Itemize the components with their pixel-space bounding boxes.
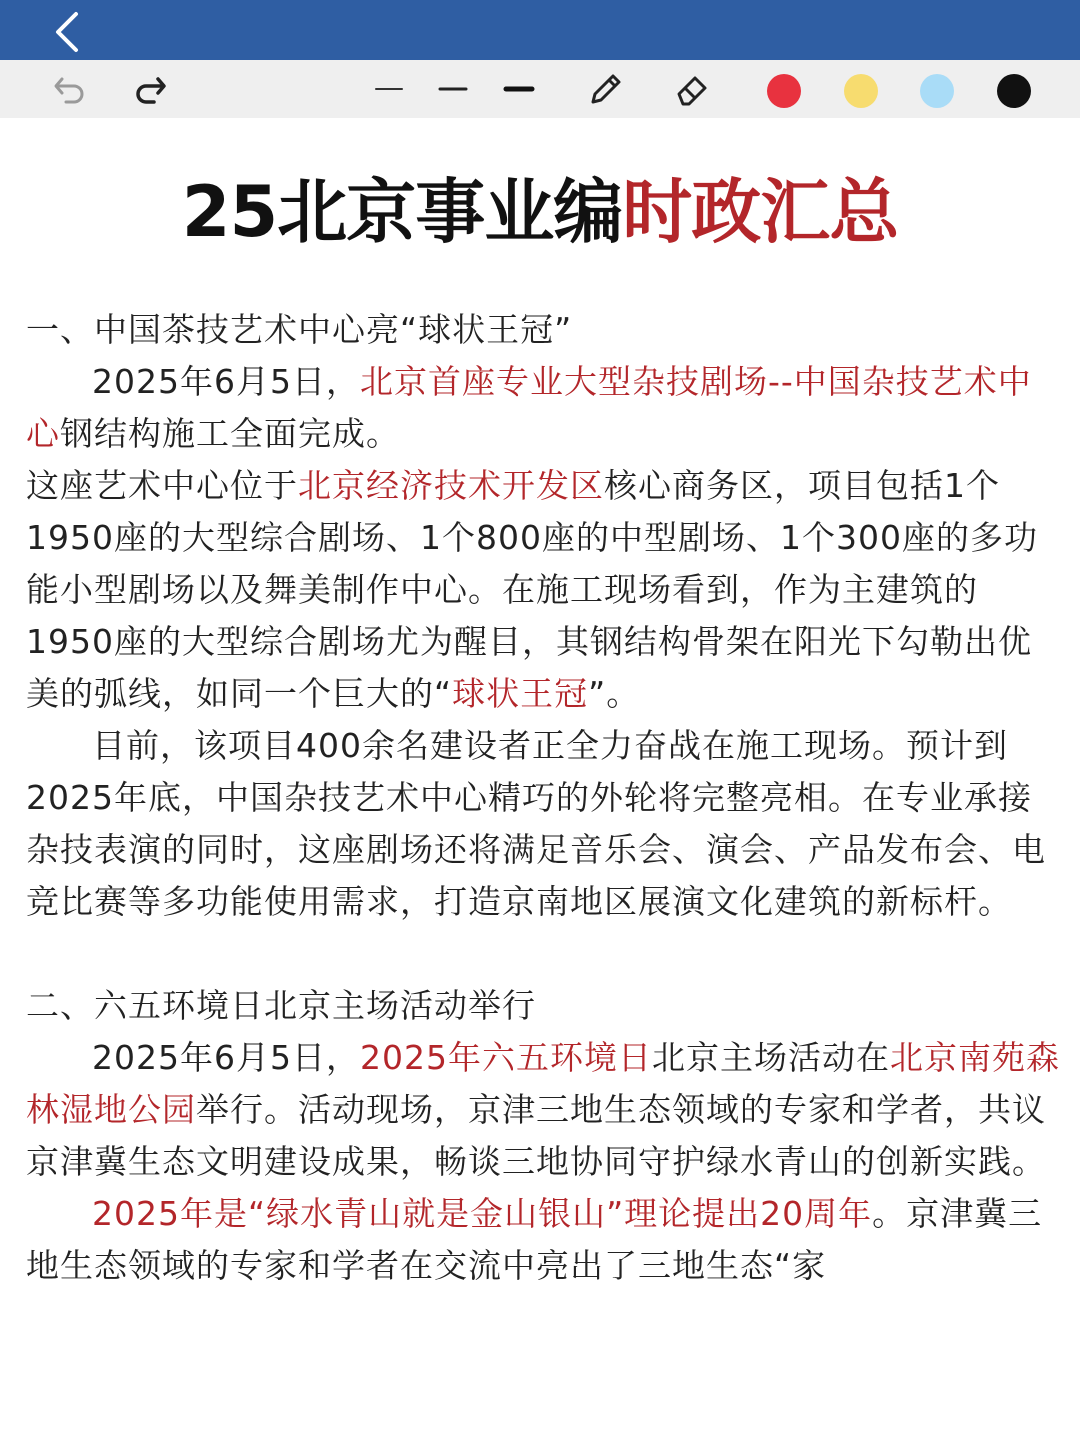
thick-line-icon bbox=[498, 69, 538, 109]
annotation-toolbar bbox=[0, 60, 1080, 118]
pencil-button[interactable] bbox=[582, 68, 630, 110]
section-2-paragraph-1 bbox=[26, 1032, 1060, 1188]
s2p1-tail: 举行。活动现场，京津三地生态领域的专家和学者，共议京津冀生态文明建设成果，畅谈三地协同守护绿水青山的创新实践。 bbox=[26, 1090, 1046, 1181]
section-1-paragraph-1 bbox=[26, 356, 1060, 460]
redo-button[interactable] bbox=[126, 68, 174, 110]
thin-line-icon bbox=[368, 69, 408, 109]
s2p1-highlight-event: 2025年六五环境日 bbox=[359, 1038, 652, 1077]
section-2-paragraph-2 bbox=[26, 1188, 1060, 1292]
document-page bbox=[0, 118, 1080, 1440]
s1p2-lead: 这座艺术中心位于 bbox=[26, 466, 298, 505]
section-1-paragraph-3: 目前，该项目400余名建设者正全力奋战在施工现场。预计到2025年底，中国杂技艺术中心精巧的外轮将完整亮相。在专业承接杂技表演的同时，这座剧场还将满足音乐会、演会、产品发布会、电竞比赛等多功能使用需求，打造京南地区展演文化建筑的新标杆。 bbox=[26, 726, 1046, 921]
s2p1-highlight-park: 北京南苑森林湿地公园 bbox=[26, 1038, 1060, 1129]
section-spacer bbox=[26, 928, 1060, 980]
s1p1-date: 2025年6月5日， bbox=[92, 362, 360, 401]
section-1-paragraph-2 bbox=[26, 460, 1060, 720]
eraser-button[interactable] bbox=[668, 68, 716, 110]
thin-line-button[interactable] bbox=[364, 68, 412, 110]
document-body bbox=[26, 304, 1060, 1292]
blue-color-swatch[interactable] bbox=[920, 74, 954, 108]
thick-line-button[interactable] bbox=[494, 68, 542, 110]
s1p1-highlight: 北京首座专业大型杂技剧场--中国杂技艺术中心 bbox=[26, 362, 1032, 453]
chevron-left-icon bbox=[44, 8, 92, 56]
s2p2-tail: 。京津冀三地生态领域的专家和学者在交流中亮出了三地生态“家 bbox=[26, 1194, 1043, 1285]
s1p2-highlight-location: 北京经济技术开发区 bbox=[298, 466, 604, 505]
s2p1-mid: 北京主场活动在 bbox=[651, 1038, 890, 1077]
back-button[interactable] bbox=[44, 8, 92, 56]
s1p1-tail: 钢结构施工全面完成。 bbox=[60, 414, 400, 453]
section-1-heading: 一、中国茶技艺术中心亮“球状王冠” bbox=[26, 310, 573, 349]
s2p2-highlight: 2025年是“绿水青山就是金山银山”理论提出20周年 bbox=[92, 1194, 873, 1233]
document-title bbox=[0, 170, 1080, 254]
redo-icon bbox=[130, 69, 170, 109]
yellow-color-swatch[interactable] bbox=[844, 74, 878, 108]
undo-icon bbox=[50, 69, 90, 109]
pencil-icon bbox=[585, 68, 627, 110]
title-black-part: 25北京事业编 bbox=[181, 171, 623, 253]
section-2-heading: 二、六五环境日北京主场活动举行 bbox=[26, 986, 536, 1025]
medium-line-button[interactable] bbox=[428, 68, 476, 110]
s1p2-end: ”。 bbox=[588, 674, 641, 713]
undo-button[interactable] bbox=[46, 68, 94, 110]
red-color-swatch[interactable] bbox=[767, 74, 801, 108]
medium-line-icon bbox=[432, 69, 472, 109]
top-bar bbox=[0, 0, 1080, 60]
s1p2-body: 核心商务区，项目包括1个1950座的大型综合剧场、1个800座的中型剧场、1个300座的多功能小型剧场以及舞美制作中心。在施工现场看到，作为主建筑的1950座的大型综合剧场尤为醒目，其钢结构骨架在阳光下勾勒出优美的弧线，如同一个巨大的“ bbox=[26, 466, 1038, 713]
s1p2-highlight-crown: 球状王冠 bbox=[452, 674, 589, 713]
s2p1-date: 2025年6月5日， bbox=[92, 1038, 360, 1077]
eraser-icon bbox=[671, 68, 713, 110]
black-color-swatch[interactable] bbox=[997, 74, 1031, 108]
title-red-part: 时政汇总 bbox=[622, 171, 899, 253]
